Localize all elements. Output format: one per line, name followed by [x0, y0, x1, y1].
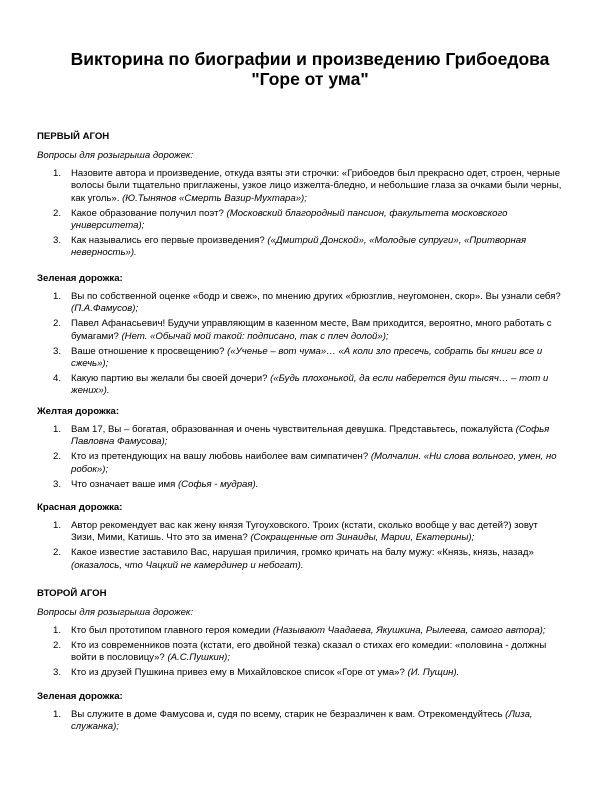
list-item: 1. Назовите автора и произведение, откуда взяты эти строчки: «Грибоедов был прекрасно одет, строен, черные волосы были тщательно приглажены, узкое лицо изжелта-бледно, и небольшие глаза за очками были черны, как уголь». (Ю.Тынянов «Смерть Вазир-Мухтара»); — [53, 168, 562, 204]
section-heading-agon2: ВТОРОЙ АГОН — [37, 588, 107, 599]
list-item: 3. Как назывались его первые произведения? («Дмитрий Донской», «Молодые супруги», «Притворная неверность»). — [53, 235, 527, 259]
list-item: 1. Вы служите в доме Фамусова и, судя по всему, старик не безразличен к вам. Отрекомендуйтесь (Лиза, служанка); — [53, 709, 533, 733]
list-item: 1. Кто был прототипом главного героя комедии (Называют Чаадаева, Якушкина, Рылеева, самого автора); — [53, 625, 546, 636]
list-item: 3. Что означает ваше имя (Софья - мудрая). — [53, 478, 259, 490]
question-list-agon1 — [0, 168, 564, 262]
list-item: 1. Вам 17, Вы – богатая, образованная и очень чувствительная девушка. Представьтесь, пожалуйста (Софья Павловна Фамусова); — [53, 424, 550, 448]
section-heading-green-1: Зеленая дорожка: — [37, 273, 123, 284]
list-item: 3. Кто из друзей Пушкина привез ему в Михайловское список «Горе от ума»? (И. Пущин). — [53, 667, 460, 679]
title-line-1: Викторина по биографии и произведению Грибоедова — [70, 49, 550, 69]
section-subheading-agon2: Вопросы для розыгрыша дорожек: — [37, 607, 194, 618]
question-list-green-1 — [0, 291, 564, 400]
question-list-yellow — [0, 424, 564, 494]
list-item: 4. Какую партию вы желали бы своей дочери? («Будь плохонькой, да если наберется душ тысяч… – тот и жених»). — [53, 372, 549, 397]
list-item: 2. Павел Афанасьевич! Будучи управляющим в казенном месте, Вам приходится, вероятно, много работать с бумагами? (Нет. «Обычай мой такой: подписано, так с плеч долой»); — [53, 318, 552, 342]
section-heading-red: Красная дорожка: — [37, 502, 123, 513]
title-line-2: "Горе от ума" — [251, 69, 369, 89]
list-item: 2. Какое известие заставило Вас, нарушая приличия, громко кричать на балу мужу: «Князь, князь, назад» (оказалось, что Чацкий не камердинер и небогат). — [53, 547, 534, 571]
question-list-agon2 — [0, 625, 564, 682]
section-heading-green-2: Зеленая дорожка: — [37, 691, 123, 702]
section-heading-agon1: ПЕРВЫЙ АГОН — [37, 131, 110, 142]
question-list-green-2 — [0, 709, 564, 736]
list-item: 2. Кто из современников поэта (кстати, его двойной тезка) сказал о стихах его комедии: «половина - должны войти в пословицу»? (А.С.Пушкин); — [53, 639, 547, 664]
list-item: 2. Кто из претендующих на вашу любовь наиболее вам симпатичен? (Молчалин. «Ни слова вольного, умен, но робок»); — [53, 451, 557, 475]
list-item: 3. Ваше отношение к просвещению? («Ученье – вот чума»… «А коли зло пресечь, собрать бы книги все и сжечь»); — [53, 345, 543, 370]
section-heading-yellow: Желтая дорожка: — [37, 406, 120, 417]
list-item: 1. Вы по собственной оценке «бодр и свеж», по мнению других «брюзглив, неугомонен, скор». Вы узнали себя? (П.А.Фамусов); — [53, 291, 561, 315]
document-title — [30, 49, 590, 89]
list-item: 2. Какое образование получил поэт? (Московский благородный пансион, факультета московского университета); — [53, 207, 508, 232]
question-list-red — [0, 520, 564, 575]
section-subheading-agon1: Вопросы для розыгрыша дорожек: — [37, 150, 194, 161]
list-item: 1. Автор рекомендует вас как жену князя Тугоуховского. Троих (кстати, сколько вообще у вас детей?) зовут Зизи, Мими, Катишь. Что это за имена? (Сокращенные от Зинаиды, Марии, Екатерины); — [53, 520, 538, 544]
